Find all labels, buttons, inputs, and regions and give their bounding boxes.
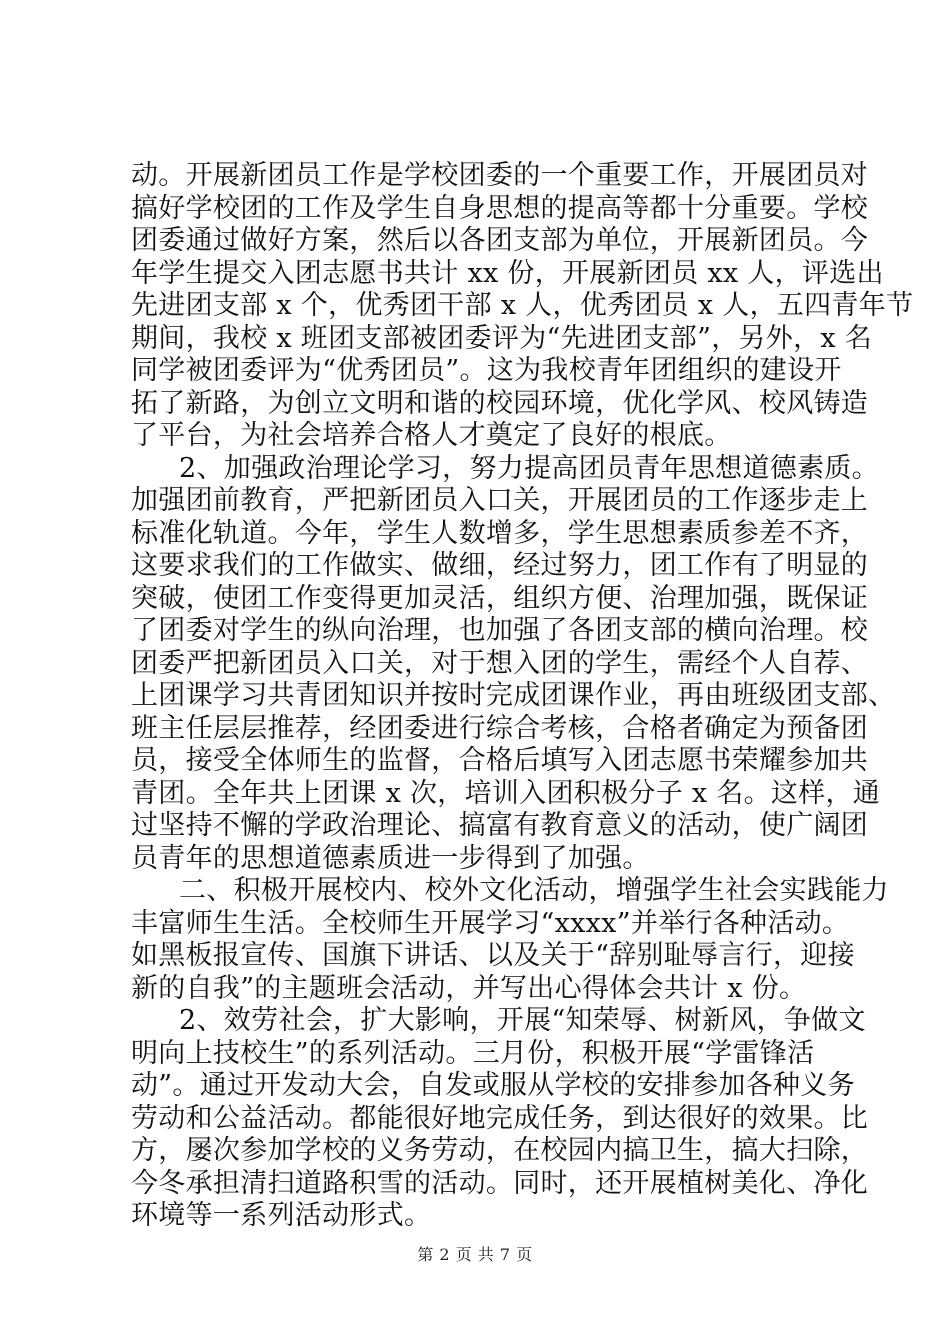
text-line: 年学生提交入团志愿书共计 xx 份，开展新团员 xx 人，评选出 — [131, 257, 884, 289]
text-line: 拓了新路，为创立文明和谐的校园环境，优化学风、校风铸造 — [131, 387, 869, 419]
text-line: 如黑板报宣传、国旗下讲话、以及关于“辞别耻辱言行，迎接 — [131, 940, 855, 971]
text-line: 过坚持不懈的学政治理论、搞富有教育意义的活动，使广阔团 — [131, 810, 869, 841]
text-line: 了团委对学生的纵向治理，也加强了各团支部的横向治理。校 — [131, 615, 869, 646]
text-line: 标准化轨道。今年，学生人数增多，学生思想素质参差不齐， — [131, 517, 869, 549]
text-line: 丰富师生生活。全校师生开展学习“xxxx”并举行各种活动。 — [131, 907, 850, 939]
body-text — [131, 160, 914, 1233]
paragraph-start-line: 2、效劳社会，扩大影响，开展“知荣辱、树新风，争做文 — [179, 1005, 866, 1036]
text-line: 加强团前教育，严把新团员入口关，开展团员的工作逐步走上 — [131, 485, 869, 516]
text-line: 新的自我”的主题班会活动，并写出心得体会共计 x 份。 — [131, 972, 807, 1004]
text-line: 同学被团委评为“优秀团员”。这为我校青年团组织的建设开 — [131, 355, 842, 386]
text-line: 这要求我们的工作做实、做细，经过努力，团工作有了明显的 — [131, 550, 869, 581]
text-line: 期间，我校 x 班团支部被团委评为“先进团支部”，另外，x 名 — [131, 322, 873, 354]
text-line: 动。开展新团员工作是学校团委的一个重要工作，开展团员对 — [131, 160, 869, 191]
text-line: 班主任层层推荐，经团委进行综合考核，合格者确定为预备团 — [131, 712, 869, 744]
text-line: 了平台，为社会培养合格人才奠定了良好的根底。 — [131, 420, 732, 451]
text-line: 员，接受全体师生的监督，合格后填写入团志愿书荣耀参加共 — [131, 745, 869, 776]
text-line: 突破，使团工作变得更加灵活，组织方便、治理加强，既保证 — [131, 582, 869, 614]
text-line: 青团。全年共上团课 x 次，培训入团积极分子 x 名。这样，通 — [131, 777, 881, 809]
page-number-footer: 第 2 页 共 7 页 — [417, 1245, 533, 1264]
text-line: 团委严把新团员入口关，对于想入团的学生，需经个人自荐、 — [131, 647, 869, 679]
text-line: 明向上技校生”的系列活动。三月份，积极开展“学雷锋活 — [131, 1037, 815, 1069]
text-line: 方，屡次参加学校的义务劳动，在校园内搞卫生，搞大扫除， — [131, 1135, 869, 1166]
text-line: 上团课学习共青团知识并按时完成团课作业，再由班级团支部、 — [131, 680, 896, 711]
text-line: 动”。通过开发动大会，自发或服从学校的安排参加各种义务 — [131, 1070, 855, 1101]
text-line: 团委通过做好方案，然后以各团支部为单位，开展新团员。今 — [131, 225, 869, 256]
text-line: 员青年的思想道德素质进一步得到了加强。 — [131, 842, 650, 874]
paragraph-start-line: 二、积极开展校内、校外文化活动，增强学生社会实践能力 — [179, 875, 889, 906]
text-line: 先进团支部 x 个，优秀团干部 x 人，优秀团员 x 人，五四青年节 — [131, 290, 914, 321]
text-line: 今冬承担清扫道路积雪的活动。同时，还开展植树美化、净化 — [131, 1167, 869, 1199]
text-line: 搞好学校团的工作及学生自身思想的提高等都十分重要。学校 — [131, 192, 869, 224]
paragraph-start-line: 2、加强政治理论学习，努力提高团员青年思想道德素质。 — [179, 452, 879, 484]
text-line: 劳动和公益活动。都能很好地完成任务，到达很好的效果。比 — [131, 1102, 869, 1134]
text-line: 环境等一系列活动形式。 — [131, 1200, 432, 1231]
